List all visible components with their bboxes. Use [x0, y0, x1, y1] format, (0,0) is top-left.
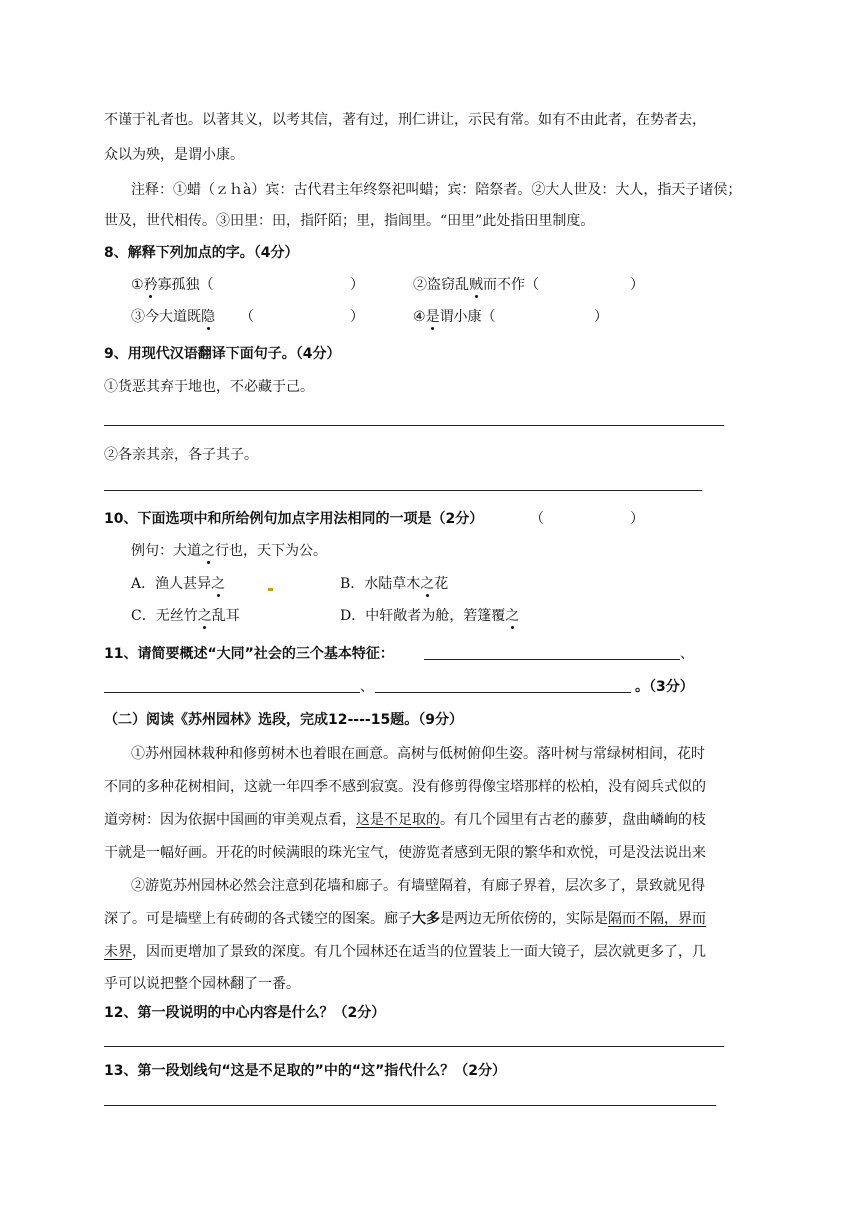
bold-word: 大多 [412, 911, 440, 927]
question-8-item-1 [131, 275, 214, 295]
paragraph-2-line: ②游览苏州园林必然会注意到花墙和廊子。有墙壁隔着，有廊子界着，层次多了，景致就见得 [131, 878, 705, 894]
item-text: ④ [413, 309, 426, 325]
item-text: A．渔人甚异 [131, 576, 212, 592]
item-text: 。有几个园里有古老的藤萝，盘曲嶙峋的枝 [440, 812, 706, 828]
item-text: 谓小康（ [439, 309, 496, 325]
option-b[interactable] [340, 574, 448, 594]
option-a[interactable] [131, 574, 225, 594]
notes-line: 世及，世代相传。③田里：田，指阡陌；里，指闾里。“田里”此处指田里制度。 [104, 213, 595, 229]
item-text: 行也，天下为公。 [215, 543, 327, 559]
dotted-char: 之 [211, 576, 226, 592]
paragraph-1-line: 干就是一幅好画。开花的时候满眼的珠光宝气，使游览者感到无限的繁华和欢悦，可是没法说出来 [104, 845, 706, 861]
dotted-char: 之 [505, 608, 520, 624]
paragraph-2-line [104, 909, 706, 929]
highlight-mark [268, 588, 273, 591]
item-text: ②盗窃乱 [413, 277, 469, 293]
item-text: 花 [434, 576, 449, 592]
answer-line[interactable] [104, 692, 360, 693]
item-text: 道旁树：因为依据中国画的审美观点看， [104, 812, 356, 828]
paragraph-1-line: ①苏州园林栽种和修剪树木也着眼在画意。高树与低树俯仰生姿。落叶树与常绿树相间，花时 [131, 746, 705, 762]
dotted-char: 是 [425, 309, 440, 325]
separator: 、 [680, 646, 694, 662]
dotted-char: 之 [201, 543, 215, 559]
answer-paren-close: ） [630, 511, 644, 527]
dotted-char: 隐 [201, 309, 215, 325]
answer-blank-open: （ [240, 309, 254, 325]
item-text: 例句：大道 [131, 543, 201, 559]
answer-line[interactable] [424, 659, 680, 660]
question-9-title: 9、用现代汉语翻译下面句子。（4分） [104, 346, 341, 362]
underlined-sentence: 这是不足取的 [356, 812, 440, 828]
answer-line[interactable] [104, 1046, 724, 1047]
dotted-char: 矜 [143, 277, 158, 293]
item-text: ③今大道既 [131, 309, 201, 325]
question-9-sentence-2: ②各亲其亲，各子其子。 [104, 447, 258, 463]
paragraph-2-line [104, 942, 706, 962]
answer-line[interactable] [375, 692, 631, 693]
paragraph-1-line: 不同的多种花树相间，这就一年四季不感到寂寞。没有修剪得像宝塔那样的松柏，没有阅兵式似的 [104, 779, 706, 795]
item-text: C．无丝竹 [131, 608, 198, 624]
question-8-item-4 [413, 307, 496, 327]
question-9-sentence-1: ①货恶其弃于地也，不必藏于己。 [104, 379, 314, 395]
dotted-char: 之 [197, 608, 212, 624]
option-d[interactable] [340, 606, 519, 626]
item-text: ，因而更增加了景致的深度。有几个园林还在适当的位置装上一面大镜子，层次就更多了，几 [132, 944, 706, 960]
answer-line[interactable] [104, 490, 702, 491]
paragraph-2-line: 乎可以说把整个园林翻了一番。 [104, 976, 300, 992]
item-text: ① [131, 277, 144, 293]
underlined-phrase: 隔而不隔，界而 [608, 911, 706, 927]
question-10-example [131, 541, 327, 561]
question-11-score: 。（3分） [635, 679, 694, 695]
underlined-phrase: 未界 [104, 944, 132, 960]
passage-line: 不谨于礼者也。以著其义，以考其信，著有过，刑仁讲让，示民有常。如有不由此者，在势者去， [104, 112, 706, 128]
item-text: 深了。可是墙壁上有砖砌的各式镂空的图案。廊子 [104, 911, 412, 927]
answer-blank-close: ） [350, 277, 364, 293]
answer-blank-close: ） [594, 309, 608, 325]
question-10-title: 10、下面选项中和所给例句加点字用法相同的一项是（2分） [104, 511, 484, 527]
item-text: 寡孤独（ [157, 277, 214, 293]
paragraph-1-line [104, 810, 706, 830]
notes-line: 注释：①蜡（ｚｈà）宾：古代君主年终祭祀叫蜡；宾：陪祭者。②大人世及：大人，指天子诸侯； [131, 182, 742, 198]
item-text: 而不作（ [483, 277, 539, 293]
item-text: 是两边无所依傍的，实际是 [440, 911, 608, 927]
item-text: B．水陆草木 [340, 576, 421, 592]
question-13-title: 13、第一段划线句“这是不足取的”中的“这”指代什么？（2分） [104, 1063, 507, 1079]
section-2-title: （二）阅读《苏州园林》选段，完成12----15题。（9分） [104, 712, 463, 728]
answer-blank-close: ） [350, 309, 364, 325]
answer-paren-open: （ [530, 511, 544, 527]
item-text: D．中轩敞者为舱，箬篷覆 [340, 608, 506, 624]
answer-blank-close: ） [630, 277, 644, 293]
passage-line: 众以为殃，是谓小康。 [104, 147, 244, 163]
item-text: 乱耳 [211, 608, 240, 624]
separator: 、 [360, 679, 374, 695]
dotted-char: 之 [420, 576, 435, 592]
option-c[interactable] [131, 606, 240, 626]
answer-line[interactable] [104, 1105, 716, 1106]
question-11-title: 11、请简要概述“大同”社会的三个基本特征： [104, 646, 394, 662]
question-8-item-2 [413, 275, 539, 295]
question-8-item-3 [131, 307, 215, 327]
dotted-char: 贼 [469, 277, 483, 293]
answer-line[interactable] [104, 425, 724, 426]
question-12-title: 12、第一段说明的中心内容是什么？（2分） [104, 1005, 386, 1021]
question-8-title: 8、解释下列加点的字。（4分） [104, 245, 299, 261]
